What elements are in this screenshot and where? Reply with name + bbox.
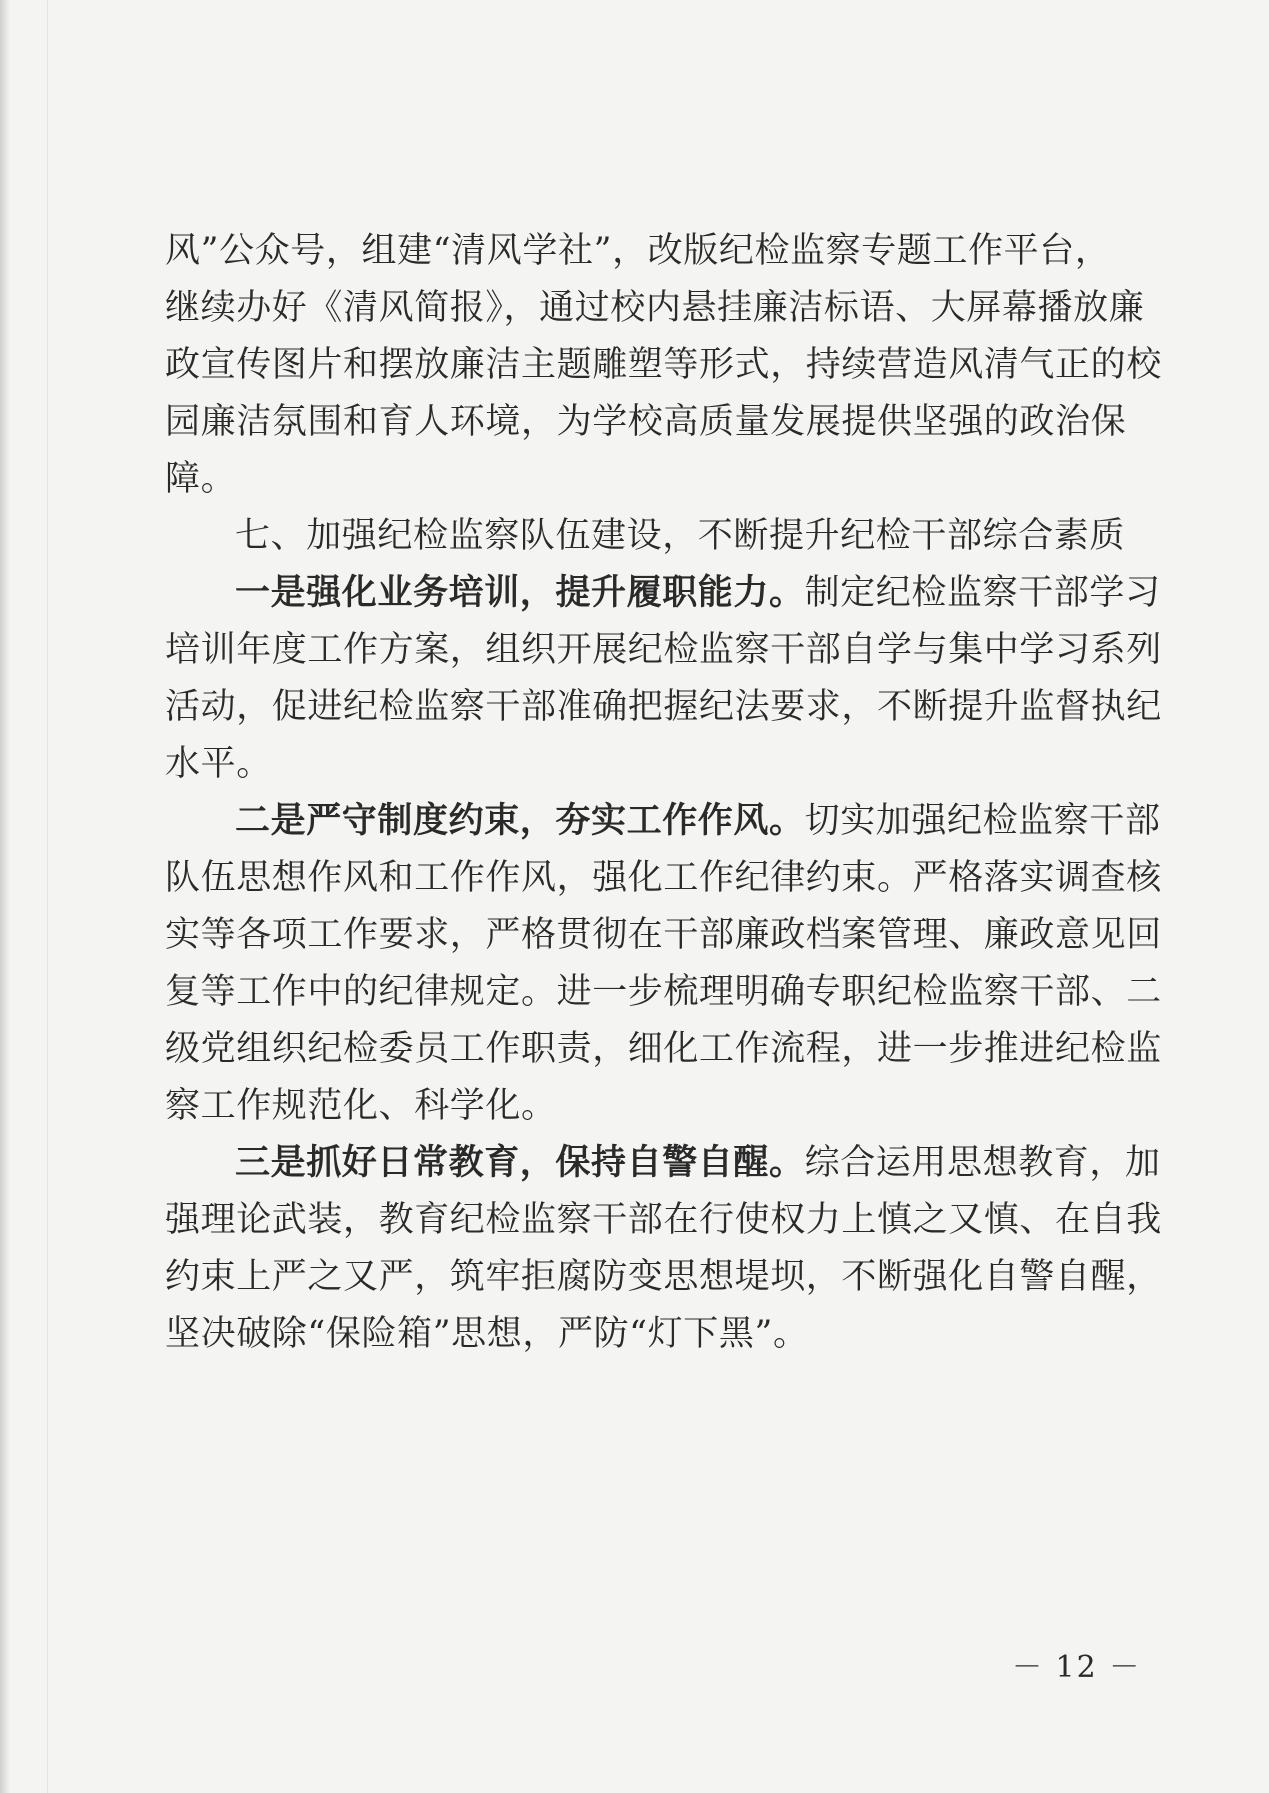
text-line bbox=[165, 967, 1162, 1017]
line-text: 综合运用思想教育，加 bbox=[804, 1143, 1161, 1183]
line-text: 障。 bbox=[165, 459, 237, 499]
line-text: 约束上严之又严，筑牢拒腐防变思想堤坝，不断强化自警自醒， bbox=[165, 1257, 1162, 1297]
line-text: 风”公众号，组建“清风学社”，改版纪检监察专题工作平台， bbox=[165, 231, 1111, 271]
text-line bbox=[165, 1081, 557, 1131]
text-line bbox=[165, 226, 1111, 276]
text-line bbox=[165, 283, 1145, 333]
paragraph-lead-line bbox=[235, 568, 1161, 618]
heading-text: 七、加强纪检监察队伍建设，不断提升纪检干部综合素质 bbox=[235, 516, 1126, 556]
scan-edge-shadow bbox=[0, 0, 10, 1793]
page-number: － 12 － bbox=[1012, 1650, 1142, 1685]
text-line bbox=[165, 739, 272, 789]
bold-lead: 二是严守制度约束，夯实工作作风。 bbox=[235, 800, 805, 841]
bold-lead: 三是抓好日常教育，保持自警自醒。 bbox=[235, 1142, 805, 1183]
line-text: 政宣传图片和摆放廉洁主题雕塑等形式，持续营造风清气正的校 bbox=[165, 345, 1162, 385]
line-text: 活动，促进纪检监察干部准确把握纪法要求，不断提升监督执纪 bbox=[165, 687, 1162, 727]
bold-lead: 一是强化业务培训，提升履职能力。 bbox=[235, 572, 805, 613]
binding-margin-line bbox=[47, 0, 48, 1793]
section-heading bbox=[235, 511, 1126, 561]
line-text: 切实加强纪检监察干部 bbox=[804, 801, 1161, 841]
line-text: 园廉洁氛围和育人环境，为学校高质量发展提供坚强的政治保 bbox=[165, 402, 1127, 442]
text-line bbox=[165, 1024, 1162, 1074]
line-text: 队伍思想作风和工作作风，强化工作纪律约束。严格落实调查核 bbox=[165, 858, 1162, 898]
line-text: 级党组织纪检委员工作职责，细化工作流程，进一步推进纪检监 bbox=[165, 1029, 1162, 1069]
text-line bbox=[165, 1195, 1162, 1245]
text-line bbox=[165, 1309, 809, 1359]
line-text: 继续办好《清风简报》，通过校内悬挂廉洁标语、大屏幕播放廉 bbox=[165, 288, 1145, 328]
line-text: 实等各项工作要求，严格贯彻在干部廉政档案管理、廉政意见回 bbox=[165, 915, 1162, 955]
line-text: 制定纪检监察干部学习 bbox=[804, 573, 1161, 613]
text-line bbox=[165, 454, 236, 504]
paragraph-lead-line bbox=[235, 796, 1161, 846]
text-line bbox=[165, 340, 1162, 390]
line-text: 强理论武装，教育纪检监察干部在行使权力上慎之又慎、在自我 bbox=[165, 1200, 1162, 1240]
text-line bbox=[165, 397, 1127, 447]
line-text: 察工作规范化、科学化。 bbox=[165, 1086, 557, 1126]
paragraph-lead-line bbox=[235, 1138, 1161, 1188]
text-line bbox=[165, 625, 1162, 675]
text-line bbox=[165, 853, 1162, 903]
text-line bbox=[165, 1252, 1162, 1302]
line-text: 复等工作中的纪律规定。进一步梳理明确专职纪检监察干部、二 bbox=[165, 972, 1162, 1012]
text-line bbox=[165, 682, 1162, 732]
line-text: 培训年度工作方案，组织开展纪检监察干部自学与集中学习系列 bbox=[165, 630, 1162, 670]
line-text: 坚决破除“保险箱”思想，严防“灯下黑”。 bbox=[165, 1314, 809, 1354]
text-line bbox=[165, 910, 1162, 960]
line-text: 水平。 bbox=[165, 744, 272, 784]
